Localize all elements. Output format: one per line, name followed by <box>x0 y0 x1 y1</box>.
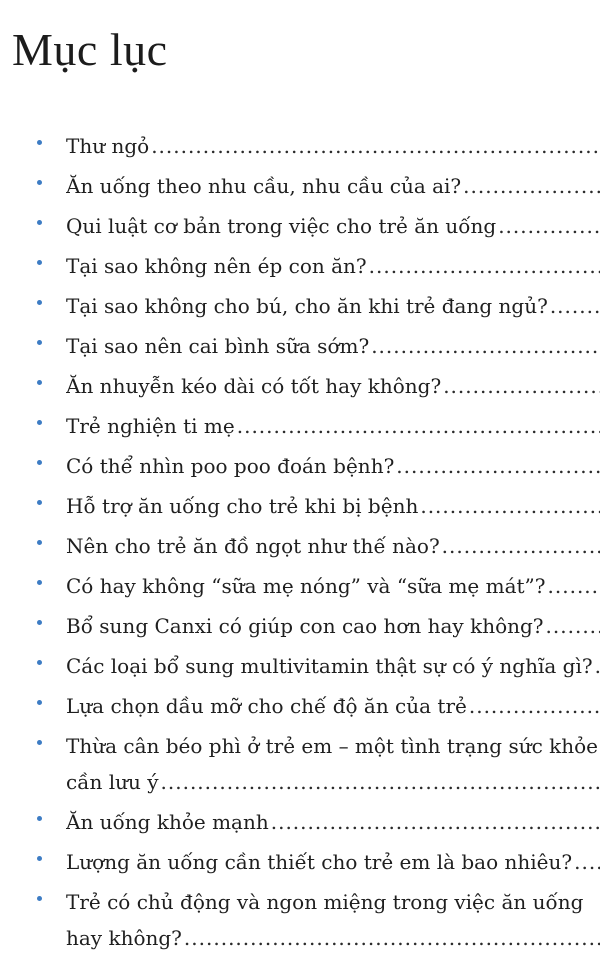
toc-item <box>0 642 600 682</box>
dot-leader <box>574 844 600 880</box>
toc-item <box>0 722 600 798</box>
bullet-icon <box>37 500 42 505</box>
toc-item-label: Ăn nhuyễn kéo dài có tốt hay không? <box>66 374 442 398</box>
toc-item <box>0 402 600 442</box>
toc-item-label: Bổ sung Canxi có giúp con cao hơn hay không? <box>66 614 544 638</box>
toc-item-label-continued: hay không? <box>66 926 182 950</box>
dot-leader <box>443 368 600 404</box>
dot-leader <box>498 208 600 244</box>
toc-item <box>0 322 600 362</box>
toc-item-label: Trẻ nghiện ti mẹ <box>66 414 235 438</box>
toc-item-label: Ăn uống theo nhu cầu, nhu cầu của ai? <box>66 174 462 198</box>
bullet-icon <box>37 460 42 465</box>
toc-item <box>0 682 600 722</box>
toc-item <box>0 798 600 838</box>
toc-item <box>0 562 600 602</box>
dot-leader <box>184 920 600 956</box>
bullet-icon <box>37 700 42 705</box>
bullet-icon <box>37 340 42 345</box>
toc-item-label: Ăn uống khỏe mạnh <box>66 810 269 834</box>
dot-leader <box>371 328 600 364</box>
bullet-icon <box>37 420 42 425</box>
bullet-icon <box>37 620 42 625</box>
toc-item <box>0 162 600 202</box>
toc-item-label: Các loại bổ sung multivitamin thật sự có ý nghĩa gì? <box>66 654 593 678</box>
dot-leader <box>546 608 600 644</box>
bullet-icon <box>37 856 42 861</box>
dot-leader <box>161 764 600 800</box>
dot-leader <box>595 648 600 684</box>
bullet-icon <box>37 580 42 585</box>
toc-item-label: Thừa cân béo phì ở trẻ em – một tình trạng sức khỏe <box>66 734 599 758</box>
bullet-icon <box>37 740 42 745</box>
dot-leader <box>369 248 600 284</box>
toc-item <box>0 482 600 522</box>
bullet-icon <box>37 540 42 545</box>
bullet-icon <box>37 220 42 225</box>
dot-leader <box>463 168 600 204</box>
toc-item <box>0 202 600 242</box>
toc-item <box>0 242 600 282</box>
bullet-icon <box>37 300 42 305</box>
bullet-icon <box>37 896 42 901</box>
dot-leader <box>237 408 600 444</box>
toc-item-label: Tại sao không cho bú, cho ăn khi trẻ đang ngủ? <box>66 294 548 318</box>
dot-leader <box>396 448 600 484</box>
toc-item-label: Tại sao nên cai bình sữa sớm? <box>66 334 370 358</box>
dot-leader <box>442 528 600 564</box>
toc-item-label: Trẻ có chủ động và ngon miệng trong việc ăn uống <box>66 890 584 914</box>
toc-item <box>0 122 600 162</box>
toc-item-label: Nên cho trẻ ăn đồ ngọt như thế nào? <box>66 534 440 558</box>
toc-item <box>0 838 600 878</box>
dot-leader <box>550 288 600 324</box>
toc-item-label: Thư ngỏ <box>66 134 150 158</box>
toc-item <box>0 442 600 482</box>
bullet-icon <box>37 660 42 665</box>
dot-leader <box>151 128 600 164</box>
dot-leader <box>469 688 600 724</box>
toc-item-label: Qui luật cơ bản trong việc cho trẻ ăn uống <box>66 214 497 238</box>
bullet-icon <box>37 260 42 265</box>
toc-item-label: Hỗ trợ ăn uống cho trẻ khi bị bệnh <box>66 494 419 518</box>
toc-item-label: Tại sao không nên ép con ăn? <box>66 254 367 278</box>
table-of-contents <box>0 122 600 954</box>
toc-item-label: Có thể nhìn poo poo đoán bệnh? <box>66 454 395 478</box>
dot-leader <box>548 568 600 604</box>
toc-item <box>0 282 600 322</box>
toc-item <box>0 522 600 562</box>
bullet-icon <box>37 180 42 185</box>
dot-leader <box>271 804 600 840</box>
toc-item <box>0 878 600 954</box>
bullet-icon <box>37 816 42 821</box>
bullet-icon <box>37 140 42 145</box>
toc-item <box>0 602 600 642</box>
toc-item-label: Có hay không “sữa mẹ nóng” và “sữa mẹ mát”? <box>66 574 546 598</box>
toc-item <box>0 362 600 402</box>
toc-item-label: Lựa chọn dầu mỡ cho chế độ ăn của trẻ <box>66 694 467 718</box>
bullet-icon <box>37 380 42 385</box>
toc-item-label: Lượng ăn uống cần thiết cho trẻ em là bao nhiêu? <box>66 850 573 874</box>
toc-item-label-continued: cần lưu ý <box>66 770 159 794</box>
page-title: Mục lục <box>12 24 168 75</box>
dot-leader <box>420 488 600 524</box>
